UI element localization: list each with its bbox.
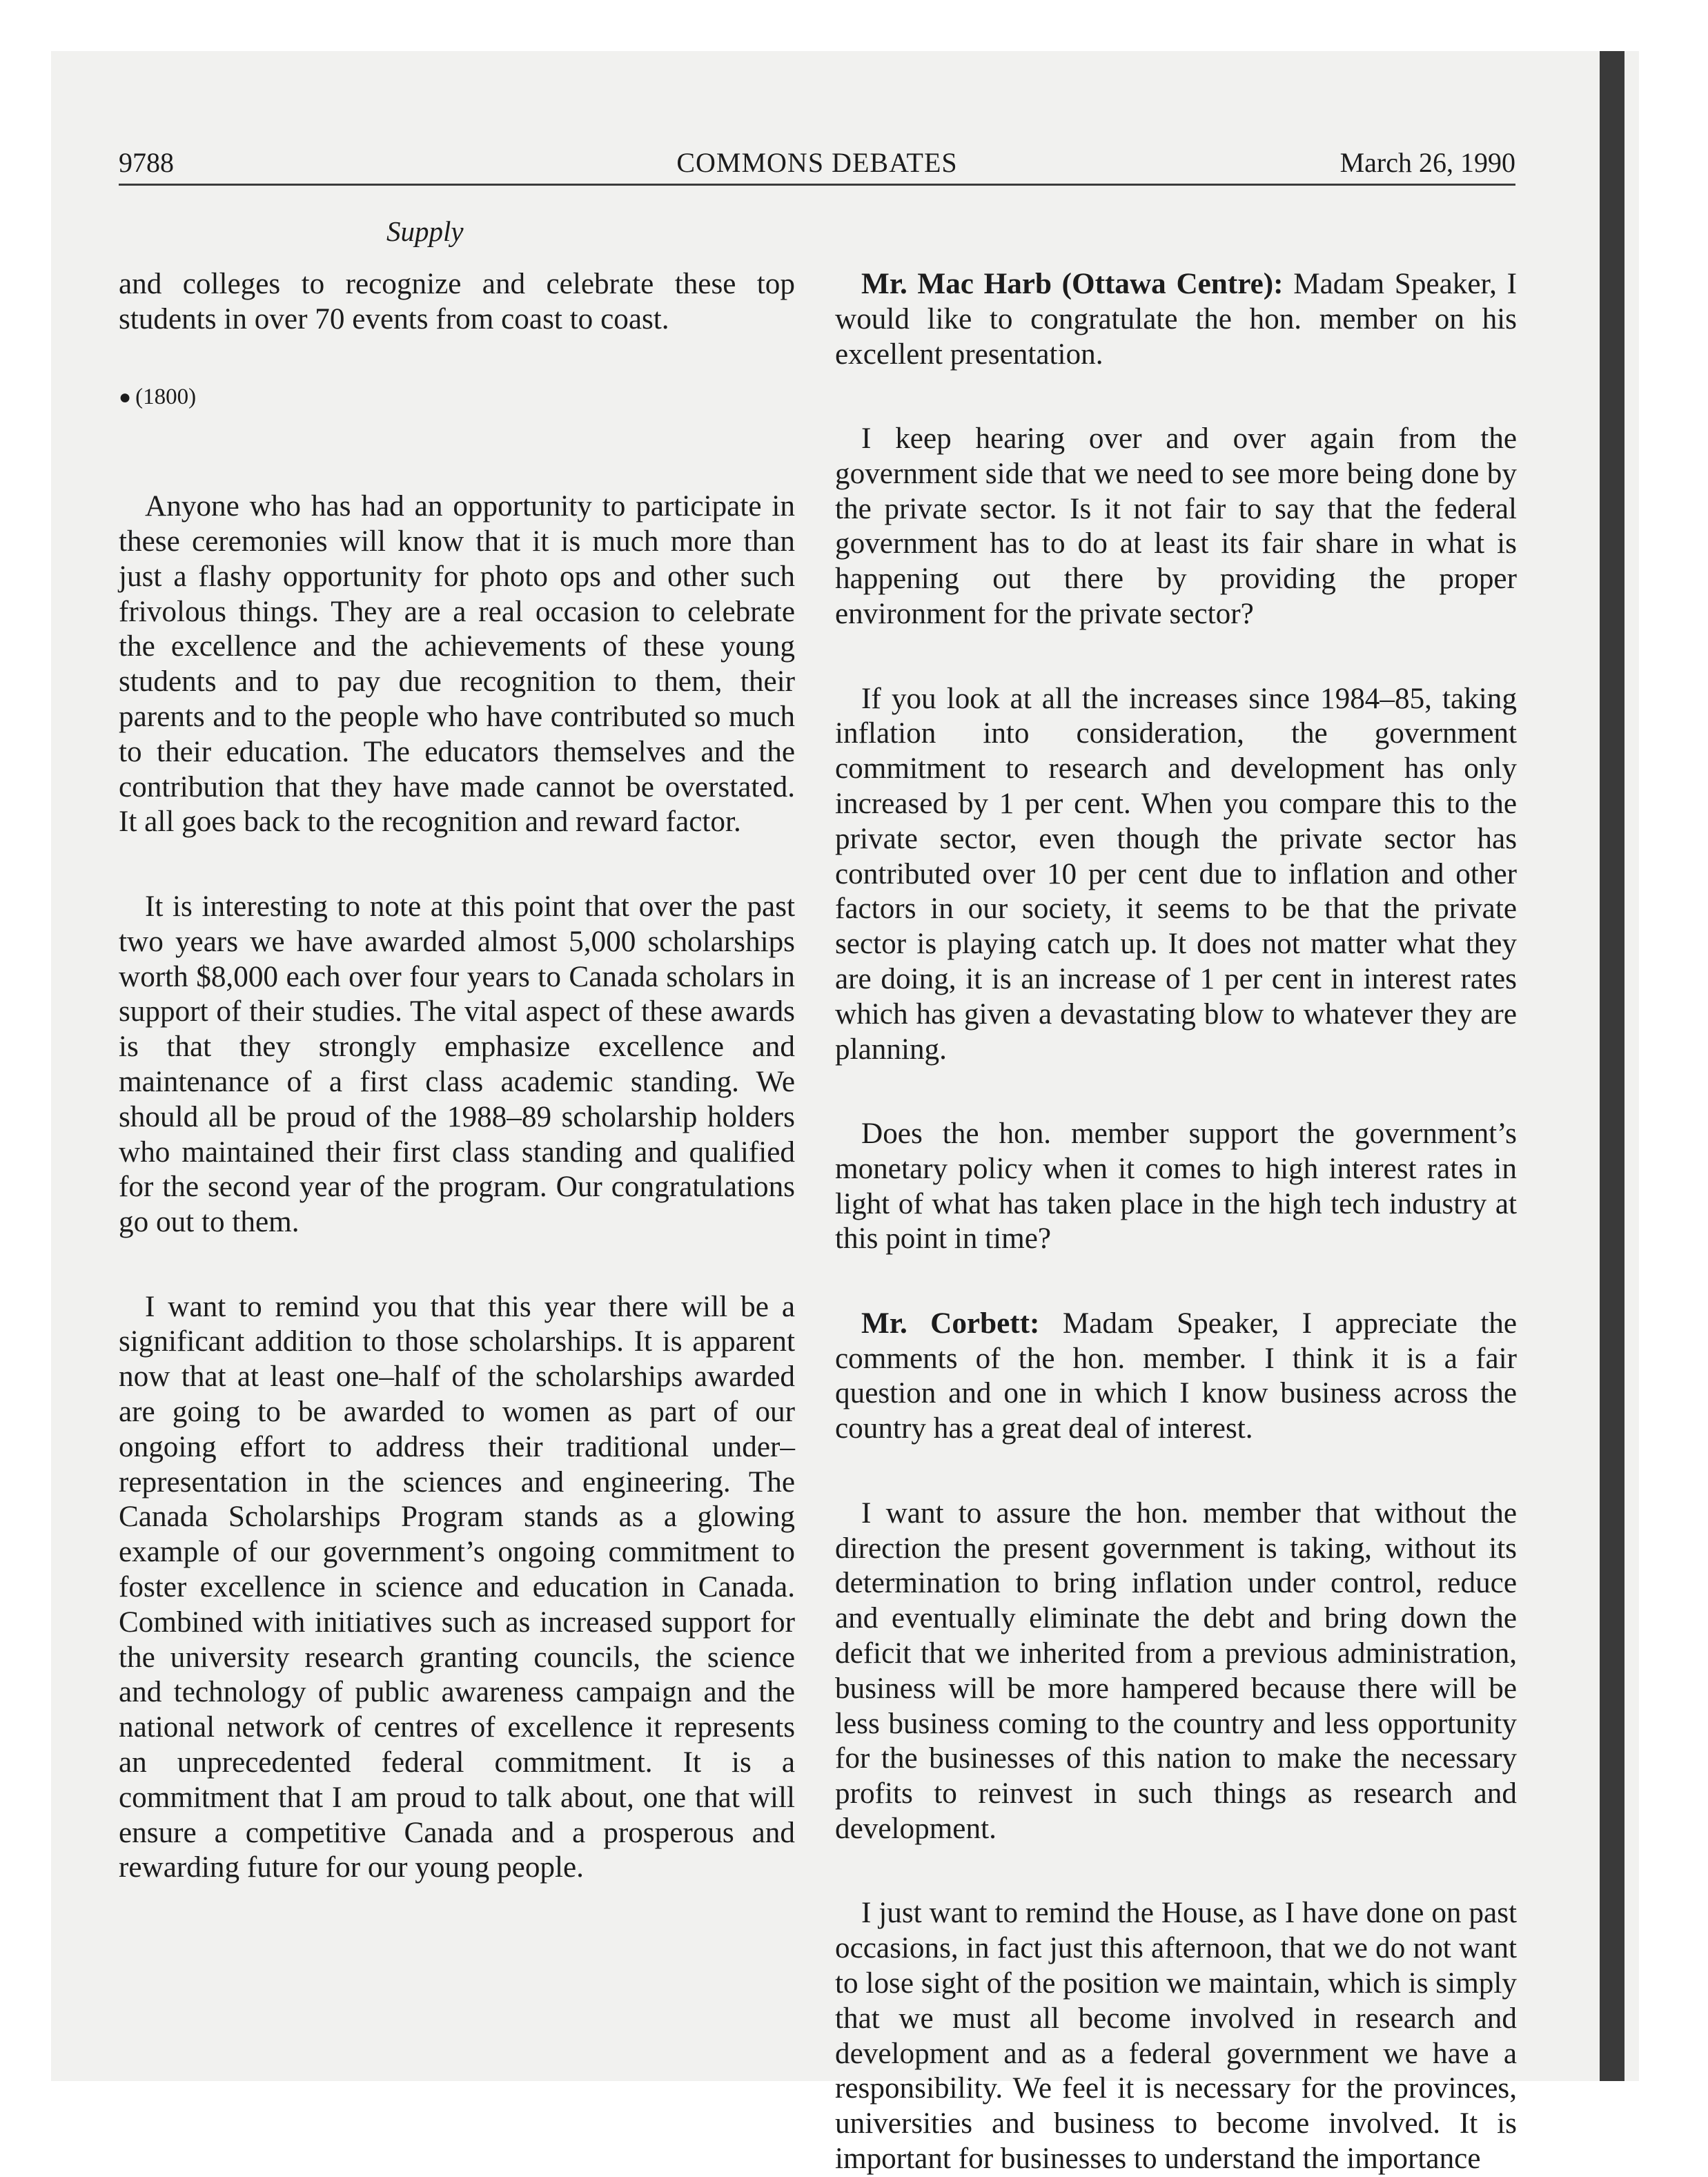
- right-paragraph-1: [835, 267, 1517, 372]
- page-number: 9788: [119, 147, 174, 178]
- right-paragraph-4: Does the hon. member support the government’s monetary policy when it comes to high interest rates in light of what has taken place in the high tech industry at this point in time?: [835, 1117, 1517, 1256]
- speaker-name: Mr. Corbett:: [861, 1307, 1040, 1340]
- left-paragraph-3: It is interesting to note at this point that over the past two years we have awarded almost 5,000 scholarships worth $8,000 each over four years to Canada scholars in support of their studies. The vital aspect of these awards is that they strongly emphasize excellence and maintenance of a first class academic standing. We should all be proud of the 1988–89 scholarship holders who maintained their first class standing and qualified for the second year of the program. Our congratulations go out to them.: [119, 890, 795, 1239]
- right-paragraph-6: I want to assure the hon. member that without the direction the present government is taking, without its determination to bring inflation under control, reduce and eventually eliminate the debt and bring down the deficit that we inherited from a previous administration, business will be more hampered because there will be less business coming to the country and less opportunity for the businesses of this nation to make the necessary profits to reinvest in such things as research and development.: [835, 1496, 1517, 1845]
- right-column: [835, 267, 1517, 2177]
- bullet-icon: ●: [119, 386, 132, 409]
- time-marker: [119, 383, 795, 411]
- right-paragraph-5: [835, 1307, 1517, 1447]
- publication-date: March 26, 1990: [1339, 147, 1515, 178]
- left-paragraph-2: Anyone who has had an opportunity to participate in these ceremonies will know that it is much more than just a flashy opportunity for photo ops and other such frivolous things. They are a real occasion to celebrate the excellence and the achievements of these young students and to pay due recognition to them, their parents and to the people who have contributed so much to their education. The educators themselves and the contribution that they have made cannot be overstated. It all goes back to the recognition and reward factor.: [119, 490, 795, 839]
- speech-text: Madam Speaker, I would like to congratulate the hon. member on his excellent presentation.: [835, 268, 1518, 371]
- time-marker-text: (1800): [135, 384, 197, 410]
- right-paragraph-3: If you look at all the increases since 1984–85, taking inflation into consideration, the government commitment to research and development has only increased by 1 per cent. When you compare this to the private sector, even though the private sector has contributed over 10 per cent due to inflation and other factors in our society, it seems to be that the private sector is playing catch up. It does not matter what they are doing, it is an increase of 1 per cent in interest rates which has given a devastating blow to whatever they are planning.: [835, 682, 1517, 1066]
- section-title: Supply: [386, 215, 464, 247]
- speech-text: Madam Speaker, I appreciate the comments of the hon. member. I think it is a fair question and one in which I know business across the country has a great deal of interest.: [835, 1307, 1518, 1445]
- left-paragraph-4: I want to remind you that this year there will be a significant addition to those scholarships. It is apparent now that at least one–half of the scholarships awarded are going to be awarded to women as part of our ongoing effort to address their traditional under–representation in the sciences and engineering. The Canada Scholarships Program stands as a glowing example of our government’s ongoing commitment to foster excellence in science and education in Canada. Combined with initiatives such as increased support for the university research granting councils, the science and technology of public awareness campaign and the national network of centres of excellence it represents an unprecedented federal commitment. It is a commitment that I am proud to talk about, one that will ensure a competitive Canada and a prosperous and rewarding future for our young people.: [119, 1290, 795, 1884]
- right-paragraph-7: I just want to remind the House, as I have done on past occasions, in fact just this afternoon, that we do not want to lose sight of the position we maintain, which is simply that we must all become involved in research and development and as a federal government we have a responsibility. We feel it is necessary for the provinces, universities and business to become involved. It is important for businesses to understand the importance: [835, 1897, 1517, 2175]
- speaker-name: Mr. Mac Harb (Ottawa Centre):: [861, 268, 1284, 300]
- scan-edge-shadow: [1600, 51, 1624, 2081]
- journal-title: COMMONS DEBATES: [676, 147, 958, 178]
- right-paragraph-2: I keep hearing over and over again from the government side that we need to see more being done by the private sector. Is it not fair to say that the federal government has to do at least its fair share in what is happening out there by providing the proper environment for the private sector?: [835, 422, 1517, 631]
- page-header: [119, 142, 1515, 186]
- left-column: [119, 267, 795, 1886]
- left-paragraph-1: and colleges to recognize and celebrate these top students in over 70 events from coast to coast.: [119, 268, 795, 335]
